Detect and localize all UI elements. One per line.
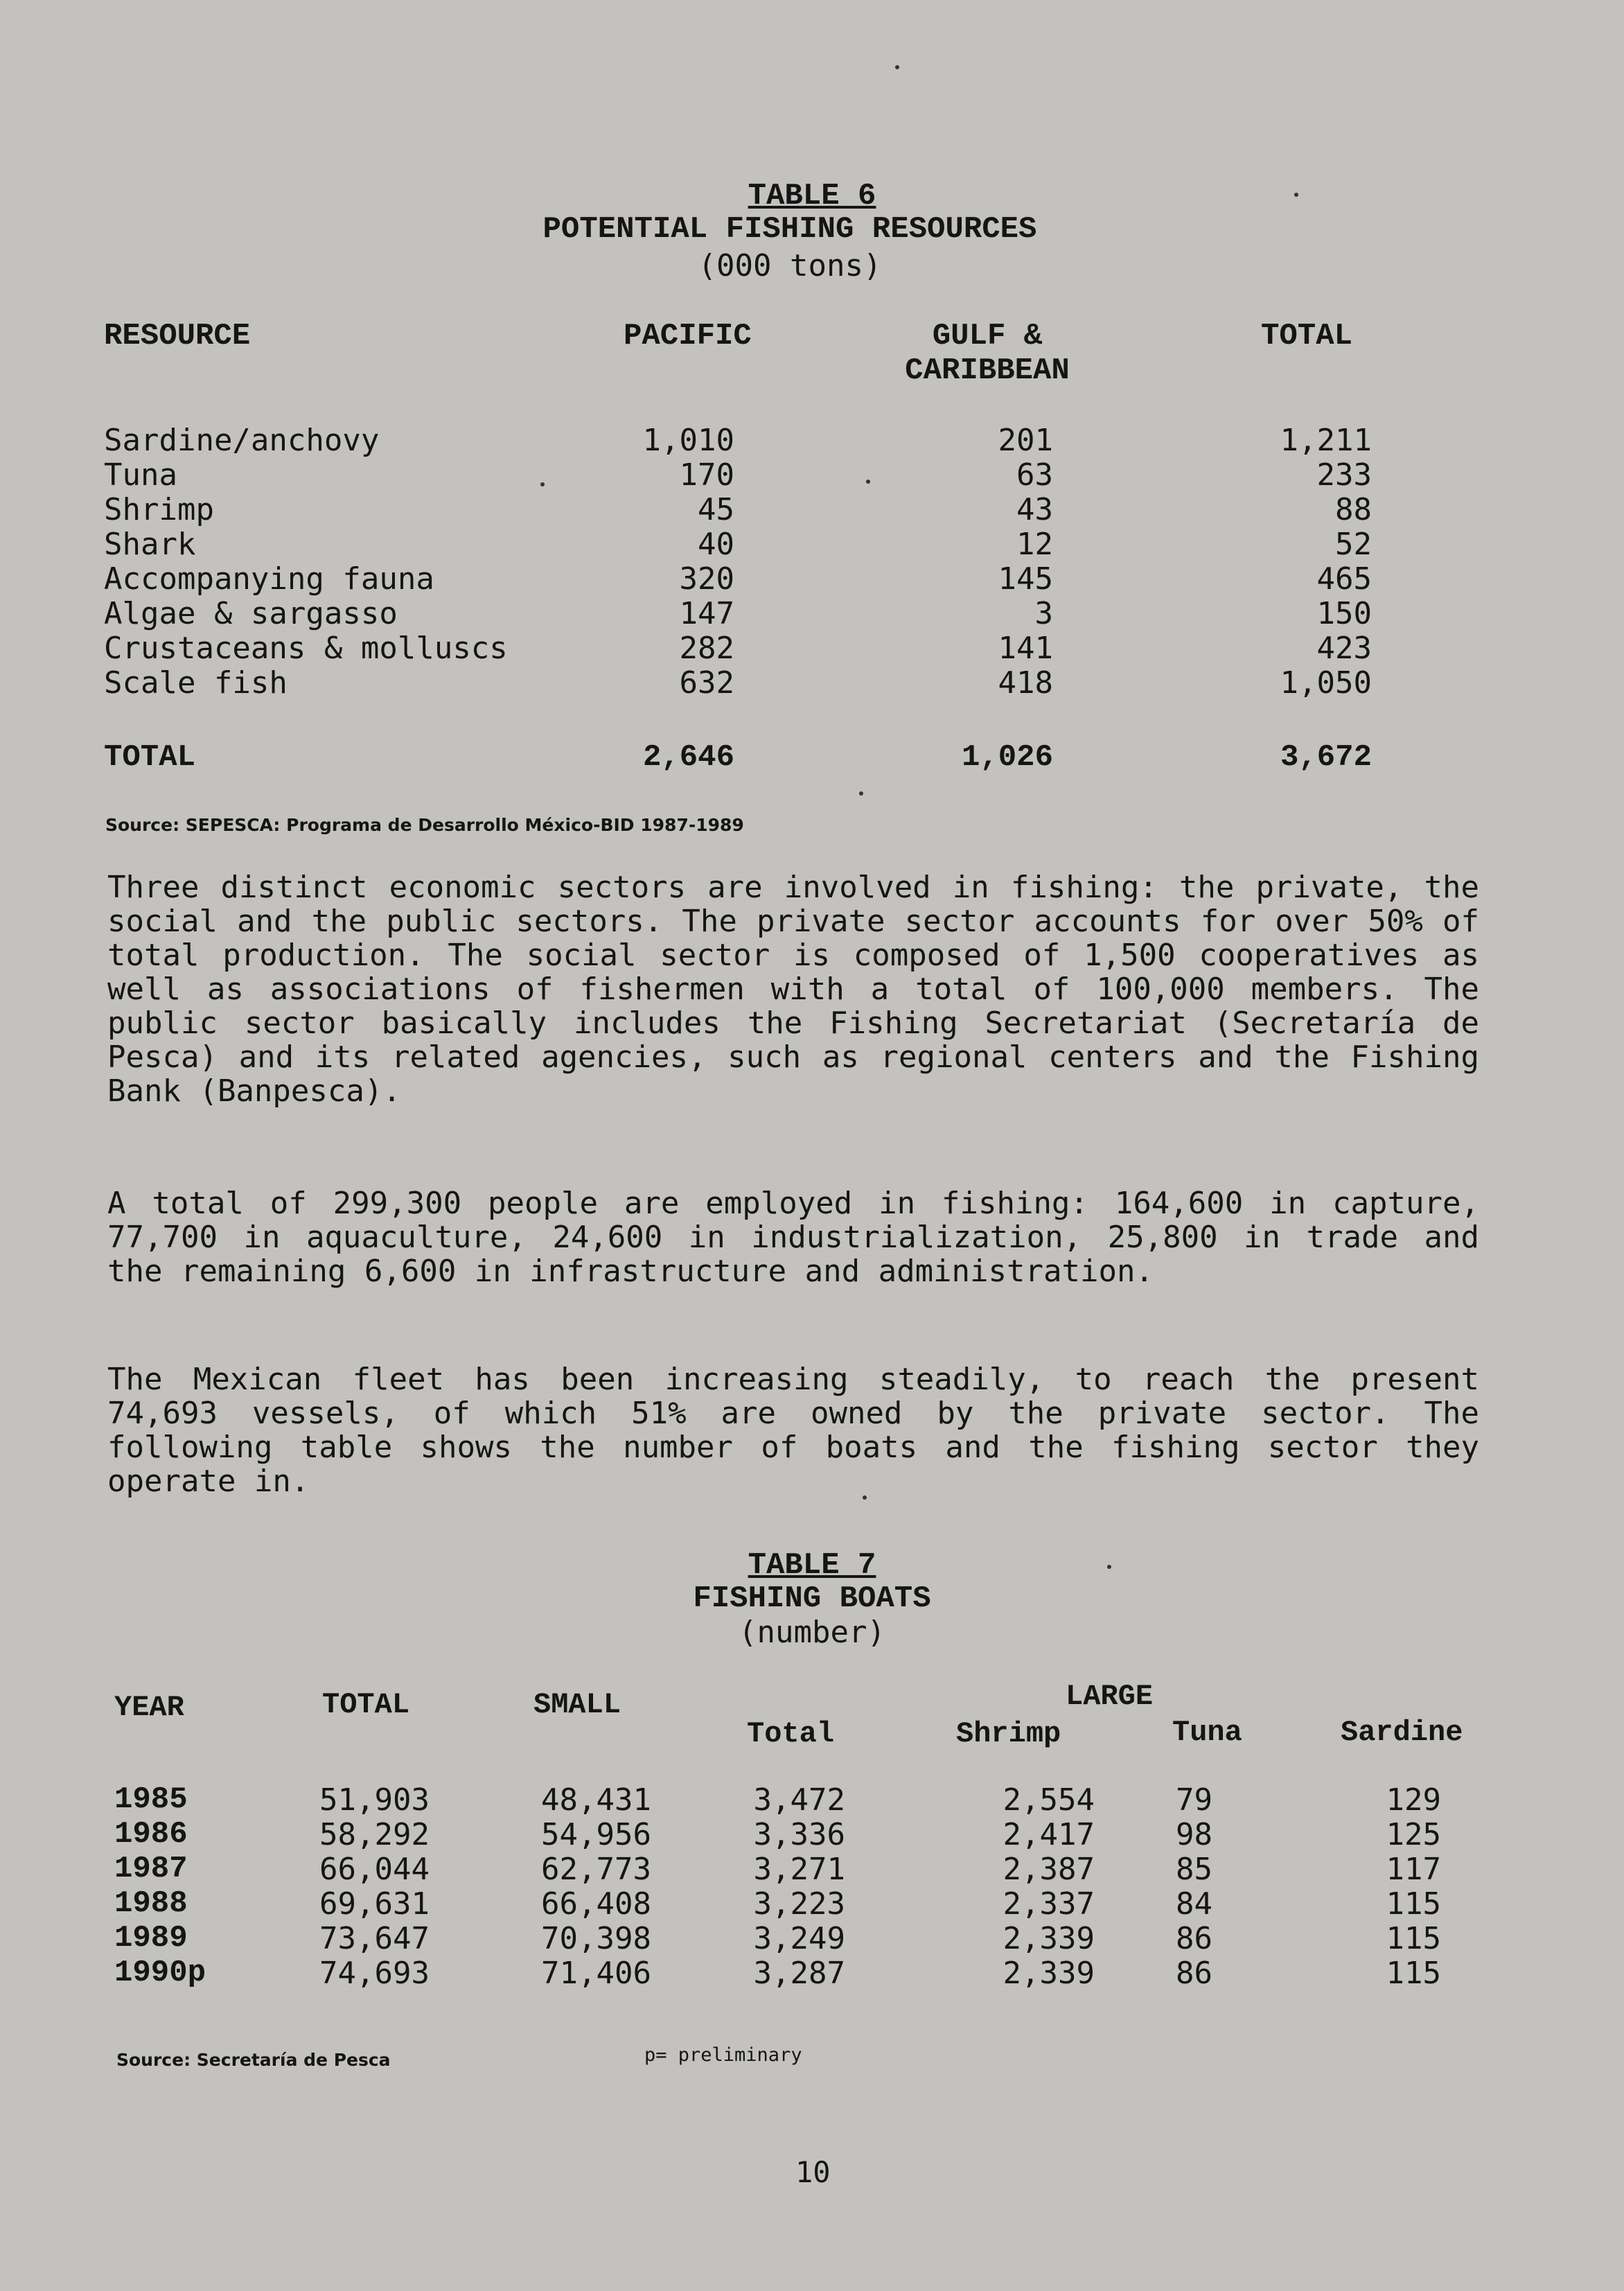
table7-cell-large-total: 3,249 [753, 1921, 845, 1956]
speck [863, 1495, 867, 1500]
table7-cell-year: 1987 [114, 1852, 188, 1886]
table7-header-small: SMALL [533, 1688, 621, 1721]
table7-label [0, 1548, 1624, 1583]
table7-cell-shrimp: 2,337 [1003, 1886, 1095, 1922]
table6-cell-pacific: 170 [679, 457, 734, 493]
table6-cell-total: 1,050 [1280, 665, 1372, 701]
table6-label [0, 179, 1624, 213]
table7-source: Source: Secretaría de Pesca [116, 2050, 391, 2070]
table7-cell-shrimp: 2,339 [1003, 1921, 1095, 1956]
speck [540, 482, 545, 486]
table7-unit: (number) [739, 1615, 885, 1650]
table6-cell-gulf: 201 [998, 423, 1053, 458]
table7-cell-total: 66,044 [319, 1852, 430, 1887]
table7-cell-small: 70,398 [541, 1921, 651, 1956]
table6-cell-pacific: 282 [679, 631, 734, 666]
table7-cell-small: 66,408 [541, 1886, 651, 1922]
table7-cell-tuna: 86 [1176, 1956, 1212, 1991]
table7-cell-tuna: 85 [1176, 1852, 1212, 1887]
speck [859, 791, 863, 796]
table6-source: Source: SEPESCA: Programa de Desarrollo México-BID 1987-1989 [105, 815, 744, 835]
table7-cell-total: 51,903 [319, 1782, 430, 1818]
table7-header-large: LARGE [1066, 1680, 1154, 1713]
table7-cell-tuna: 79 [1176, 1782, 1212, 1818]
table6-header-gulf-line2: CARIBBEAN [905, 353, 1070, 388]
table6-cell-gulf: 418 [998, 665, 1053, 701]
table6-cell-resource: Accompanying fauna [104, 561, 434, 597]
table-row [0, 1817, 1624, 1852]
table6-cell-resource: Shark [104, 527, 196, 562]
table7-cell-large-total: 3,287 [753, 1956, 845, 1991]
table6-cell-total: 52 [1335, 527, 1372, 562]
table7-cell-large-total: 3,472 [753, 1782, 845, 1818]
table6-cell-total: 233 [1316, 457, 1372, 493]
table-row [0, 1782, 1624, 1817]
paragraph-sectors: Three distinct economic sectors are involved in fishing: the private, the social and the public sectors. The private sector accounts for over 50% of total production. The social sector is composed of 1,500 cooperatives as well as associations of fishermen with a total of 100,000 members. The public sector basically includes the Fishing Secretariat (Secretaría de Pesca) and its related agencies, such as regional centers and the Fishing Bank (Banpesca). [107, 870, 1479, 1109]
table7-cell-year: 1989 [114, 1921, 188, 1956]
table7-header-sardine: Sardine [1341, 1716, 1463, 1749]
table7-cell-small: 48,431 [541, 1782, 651, 1818]
table6-cell-gulf: 63 [1016, 457, 1053, 493]
table7-cell-total: 74,693 [319, 1956, 430, 1991]
speck [1107, 1565, 1111, 1569]
table6-cell-gulf: 3 [1034, 596, 1053, 631]
table6-cell-resource: Algae & sargasso [104, 596, 398, 631]
table6-cell-total: 150 [1316, 596, 1372, 631]
paragraph-employment: A total of 299,300 people are employed in fishing: 164,600 in capture, 77,700 in aquaculture, 24,600 in industrialization, 25,800 in trade and the remaining 6,600 in infrastructure and administration. [107, 1186, 1479, 1289]
table7-cell-small: 54,956 [541, 1817, 651, 1852]
table6-total-total: 3,672 [1280, 740, 1372, 775]
table7-cell-year: 1990p [114, 1956, 206, 1990]
table6-cell-pacific: 632 [679, 665, 734, 701]
table7-cell-shrimp: 2,387 [1003, 1852, 1095, 1887]
table7-header-year: YEAR [114, 1691, 184, 1724]
table6-header-resource: RESOURCE [104, 319, 251, 353]
table6-cell-resource: Crustaceans & molluscs [104, 631, 508, 666]
table6-total-label: TOTAL [104, 740, 196, 775]
table6-cell-gulf: 141 [998, 631, 1053, 666]
table6-cell-total: 465 [1316, 561, 1372, 597]
table7-cell-sardine: 115 [1386, 1921, 1441, 1956]
table7-cell-shrimp: 2,554 [1003, 1782, 1095, 1818]
table-row [0, 1921, 1624, 1956]
table6-total-pacific: 2,646 [642, 740, 734, 775]
table6-cell-total: 1,211 [1280, 423, 1372, 458]
table6-header-gulf [901, 319, 1074, 388]
table7-cell-sardine: 117 [1386, 1852, 1441, 1887]
table7-cell-total: 69,631 [319, 1886, 430, 1922]
table7-cell-small: 71,406 [541, 1956, 651, 1991]
table7-cell-total: 58,292 [319, 1817, 430, 1852]
table7-cell-large-total: 3,223 [753, 1886, 845, 1922]
table6-unit: (000 tons) [698, 248, 882, 283]
page-number: 10 [795, 2155, 831, 2189]
table7-cell-tuna: 86 [1176, 1921, 1212, 1956]
table6-label-text: TABLE 6 [748, 179, 876, 213]
table7-cell-year: 1986 [114, 1817, 188, 1852]
speck [866, 480, 870, 484]
table7-header-total: TOTAL [322, 1688, 410, 1721]
table-row [0, 1852, 1624, 1886]
table7-cell-sardine: 125 [1386, 1817, 1441, 1852]
table7-cell-shrimp: 2,417 [1003, 1817, 1095, 1852]
table6-header-gulf-line1: GULF & [932, 319, 1043, 353]
table7-header-tuna: Tuna [1172, 1716, 1242, 1749]
table7-cell-tuna: 84 [1176, 1886, 1212, 1922]
table6-cell-resource: Shrimp [104, 492, 214, 527]
speck [895, 65, 899, 69]
table6-cell-pacific: 45 [698, 492, 734, 527]
table6-cell-resource: Scale fish [104, 665, 288, 701]
table6-title: POTENTIAL FISHING RESOURCES [542, 212, 1037, 247]
table6-header-pacific: PACIFIC [624, 319, 752, 353]
table7-label-text: TABLE 7 [748, 1548, 876, 1583]
speck [1294, 193, 1298, 197]
table7-note: p= preliminary [644, 2044, 802, 2066]
table6-cell-total: 423 [1316, 631, 1372, 666]
table7-header-shrimp: Shrimp [956, 1717, 1061, 1750]
table7-cell-sardine: 115 [1386, 1886, 1441, 1922]
table7-cell-sardine: 129 [1386, 1782, 1441, 1818]
table6-cell-gulf: 145 [998, 561, 1053, 597]
table7-cell-large-total: 3,271 [753, 1852, 845, 1887]
table7-cell-large-total: 3,336 [753, 1817, 845, 1852]
table7-cell-small: 62,773 [541, 1852, 651, 1887]
table6-cell-pacific: 1,010 [642, 423, 734, 458]
table-row [0, 1956, 1624, 1990]
table6-cell-pacific: 320 [679, 561, 734, 597]
table7-cell-tuna: 98 [1176, 1817, 1212, 1852]
table6-cell-resource: Tuna [104, 457, 177, 493]
table7-cell-sardine: 115 [1386, 1956, 1441, 1991]
table6-cell-gulf: 12 [1016, 527, 1053, 562]
table-row [0, 1886, 1624, 1921]
table7-title: FISHING BOATS [693, 1581, 931, 1616]
table6-cell-resource: Sardine/anchovy [104, 423, 380, 458]
paragraph-fleet: The Mexican fleet has been increasing steadily, to reach the present 74,693 vessels, of which 51% are owned by the private sector. The following table shows the number of boats and the fishing sector they operate in. [107, 1362, 1479, 1499]
table6-cell-gulf: 43 [1016, 492, 1053, 527]
table6-cell-pacific: 147 [679, 596, 734, 631]
table6-cell-pacific: 40 [698, 527, 734, 562]
table7-cell-year: 1985 [114, 1782, 188, 1817]
table6-header-total: TOTAL [1261, 319, 1353, 353]
table6-total-gulf: 1,026 [961, 740, 1053, 775]
table7-cell-year: 1988 [114, 1886, 188, 1921]
table7-cell-shrimp: 2,339 [1003, 1956, 1095, 1991]
table7-cell-total: 73,647 [319, 1921, 430, 1956]
table7-header-large-total: Total [747, 1717, 835, 1750]
table6-cell-total: 88 [1335, 492, 1372, 527]
